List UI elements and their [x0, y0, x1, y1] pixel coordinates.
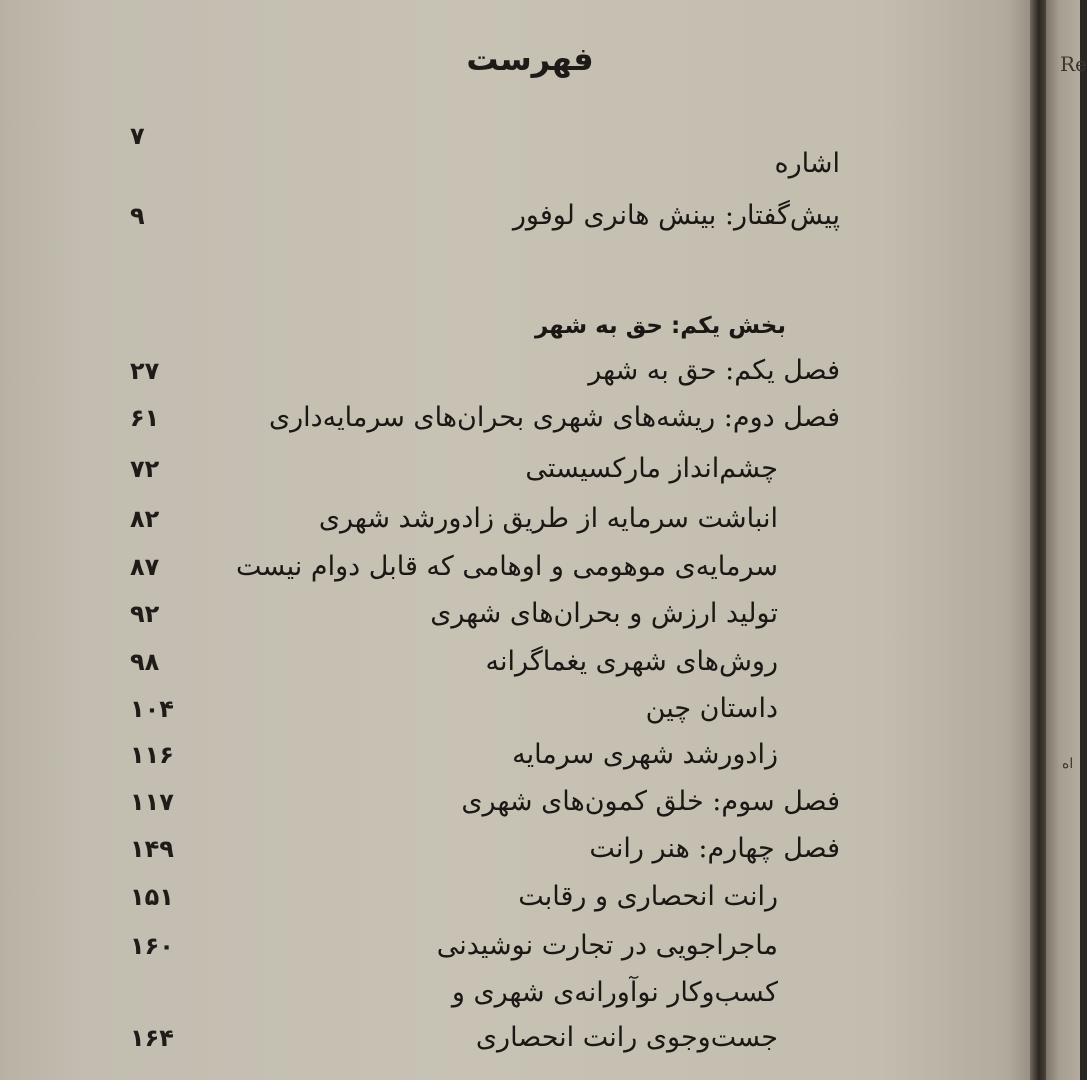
entry-title: روش‌های شهری یغماگرانه [485, 646, 778, 677]
entry-title: اشاره [774, 148, 840, 179]
entry-page-number: ۷ [130, 122, 145, 150]
toc-chapter-three [110, 784, 840, 830]
toc-part-one [110, 308, 840, 354]
entry-page-number: ۶۱ [130, 404, 160, 432]
entry-title: داستان چین [645, 693, 778, 724]
toc-section [110, 879, 840, 925]
adjacent-page [1046, 0, 1087, 1080]
book-gutter-shadow [1030, 0, 1046, 1080]
entry-title: رانت انحصاری و رقابت [518, 881, 778, 912]
entry-page-number: ۸۲ [130, 505, 160, 533]
toc-section [110, 596, 840, 642]
entry-page-number: ۱۰۴ [130, 695, 174, 723]
entry-page-number: ۲۷ [130, 357, 160, 385]
entry-page-number: ۸۷ [130, 553, 160, 581]
adjacent-page-text: Re [1060, 52, 1087, 76]
toc-entry-foreword [110, 198, 840, 244]
entry-page-number: ۱۶۰ [130, 932, 174, 960]
toc-section [110, 737, 840, 783]
toc-section [110, 451, 840, 497]
entry-title: جست‌وجوی رانت انحصاری [475, 1022, 778, 1053]
entry-title: سرمایه‌ی موهومی و اوهامی که قابل دوام نیست [236, 551, 778, 582]
toc-section [110, 549, 840, 595]
entry-title: چشم‌انداز مارکسیستی [525, 453, 778, 484]
entry-title: زادورشد شهری سرمایه [512, 739, 778, 770]
entry-title: پیش‌گفتار: بینش هانری لوفور [512, 200, 840, 231]
toc-title: فهرست [466, 40, 594, 78]
entry-page-number: ۹۸ [130, 648, 160, 676]
entry-page-number: ۱۱۷ [130, 788, 174, 816]
entry-title: انباشت سرمایه از طریق زادورشد شهری [318, 503, 778, 534]
entry-title: فصل سوم: خلق کمون‌های شهری [461, 786, 840, 817]
toc-chapter-one [110, 353, 840, 399]
toc-section [110, 644, 840, 690]
entry-title: تولید ارزش و بحران‌های شهری [430, 598, 778, 629]
toc-chapter-two [110, 400, 840, 446]
adjacent-page-text: اه [1062, 756, 1074, 772]
toc-section [110, 975, 840, 1021]
entry-page-number: ۱۵۱ [130, 883, 174, 911]
toc-entry-preface-note [110, 122, 840, 192]
entry-page-number: ۹۲ [130, 600, 160, 628]
entry-page-number: ۱۶۴ [130, 1024, 174, 1052]
toc-section [110, 928, 840, 974]
entry-title: فصل یکم: حق به شهر [588, 355, 840, 386]
entry-page-number: ۱۱۶ [130, 741, 174, 769]
toc-section [110, 691, 840, 737]
entry-title: فصل دوم: ریشه‌های شهری بحران‌های سرمایه‌داری [268, 402, 840, 433]
entry-page-number: ۷۲ [130, 455, 160, 483]
entry-title: کسب‌وکار نوآورانه‌ی شهری و [451, 977, 778, 1008]
toc-section [110, 501, 840, 547]
toc-chapter-four [110, 831, 840, 877]
entry-page-number: ۱۴۹ [130, 835, 174, 863]
entry-title: فصل چهارم: هنر رانت [589, 833, 840, 864]
part-heading: بخش یکم: حق به شهر [534, 313, 786, 339]
toc-section [110, 1020, 840, 1066]
entry-page-number: ۹ [130, 202, 145, 230]
entry-title: ماجراجویی در تجارت نوشیدنی [436, 930, 778, 961]
